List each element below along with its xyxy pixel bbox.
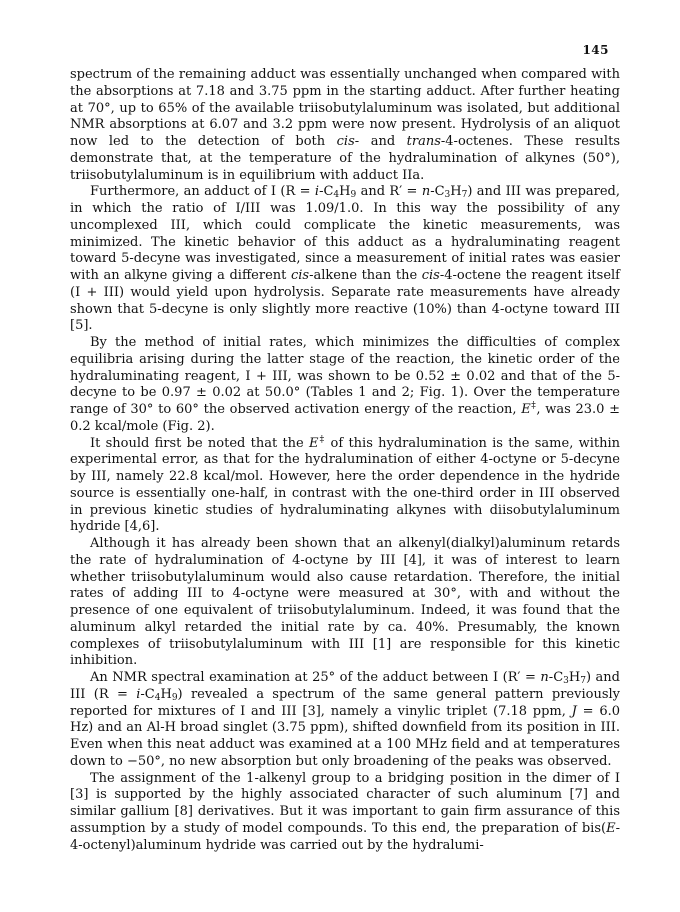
page-number: 145 [582,43,609,57]
paragraph: By the method of initial rates, which minimizes the difficulties of complex equilibria arising during the latter stage of the reaction, the kinetic order of the hydraluminating reagent, I + III, was shown to be 0.52 ± 0.02 and that of the 5-decyne to be 0.97 ± 0.02 at 50.0° (Tables 1 and 2; Fig. 1). Over the temperature range of 30° to 60° the observed activation energy of the reaction, E‡, was 23.0 ± 0.2 kcal/mole (Fig. 2). [70,335,620,434]
paragraph: spectrum of the remaining adduct was essentially unchanged when compared with the absorptions at 7.18 and 3.75 ppm in the starting adduct. After further heating at 70°, up to 65% of the available triisobutylaluminum was isolated, but additional NMR absorptions at 6.07 and 3.2 ppm were now present. Hydrolysis of an aliquot now led to the detection of both cis- and trans-4-octenes. These results demonstrate that, at the temperature of the hydralumination of alkynes (50°), triisobutylaluminum is in equilibrium with adduct IIa. [70,67,620,183]
paragraph: An NMR spectral examination at 25° of the adduct between I $(R' = n-C_3H_7)$ and III $(R = i-C_4H_9)$ revealed a spectrum of the same general pattern previously reported for mixtures of I and III [3], namely a vinylic triplet (7.18 ppm, J = 6.0 Hz) and an Al-H broad singlet (3.75 ppm), shifted downfield from its position in III. Even when this neat adduct was examined at a 100 MHz field and at temperatures down to −50°, no new absorption but only broadening of the peaks was observed. [70,670,621,769]
paragraph: The assignment of the 1-alkenyl group to a bridging position in the dimer of I [3] is supported by the highly associated character of such aluminum [7] and similar gallium [8] derivatives. But it was important to gain firm assurance of this assumption by a study of model compounds. To this end, the preparation of bis(E-4-octenyl)aluminum hydride was carried out by the hydralumi- [70,770,620,853]
paragraph: It should first be noted that the E‡ of this hydralumination is the same, within experimental error, as that for the hydralumination of either 4-octyne or 5-decyne by III, namely 22.8 kcal/mol. However, here the order dependence in the hydride source is essentially one-half, in contrast with the one-third order in III observed in previous kinetic studies of hydraluminating alkynes with diisobutylaluminum hydride [4,6]. [70,434,621,535]
body-text [70,67,620,854]
paragraph: Although it has already been shown that an alkenyl(dialkyl)aluminum retards the rate of hydralumination of 4-octyne by III [4], it was of interest to learn whether triisobutylaluminum would also cause retardation. Therefore, the initial rates of adding III to 4-octyne were measured at 30°, with and without the presence of one equivalent of triisobutylaluminum. Indeed, it was found that the aluminum alkyl retarded the initial rate by ca. 40%. Presumably, the known complexes of triisobutylaluminum with III [1] are responsible for this kinetic inhibition. [70,536,620,669]
paragraph: Furthermore, an adduct of I ($R = i-C_4H_9$ and $R' = n-C_3H_7$) and III was prepared, in which the ratio of I/III was 1.09/1.0. In this way the possibility of any uncomplexed III, which could complicate the kinetic measurements, was minimized. The kinetic behavior of this adduct as a hydraluminating reagent toward 5-decyne was investigated, since a measurement of initial rates was easier with an alkyne giving a different cis-alkene than the cis-4-octene the reagent itself (I + III) would yield upon hydrolysis. Separate rate measurements have already shown that 5-decyne is only slightly more reactive (10%) than 4-octyne toward III [5]. [70,184,621,334]
